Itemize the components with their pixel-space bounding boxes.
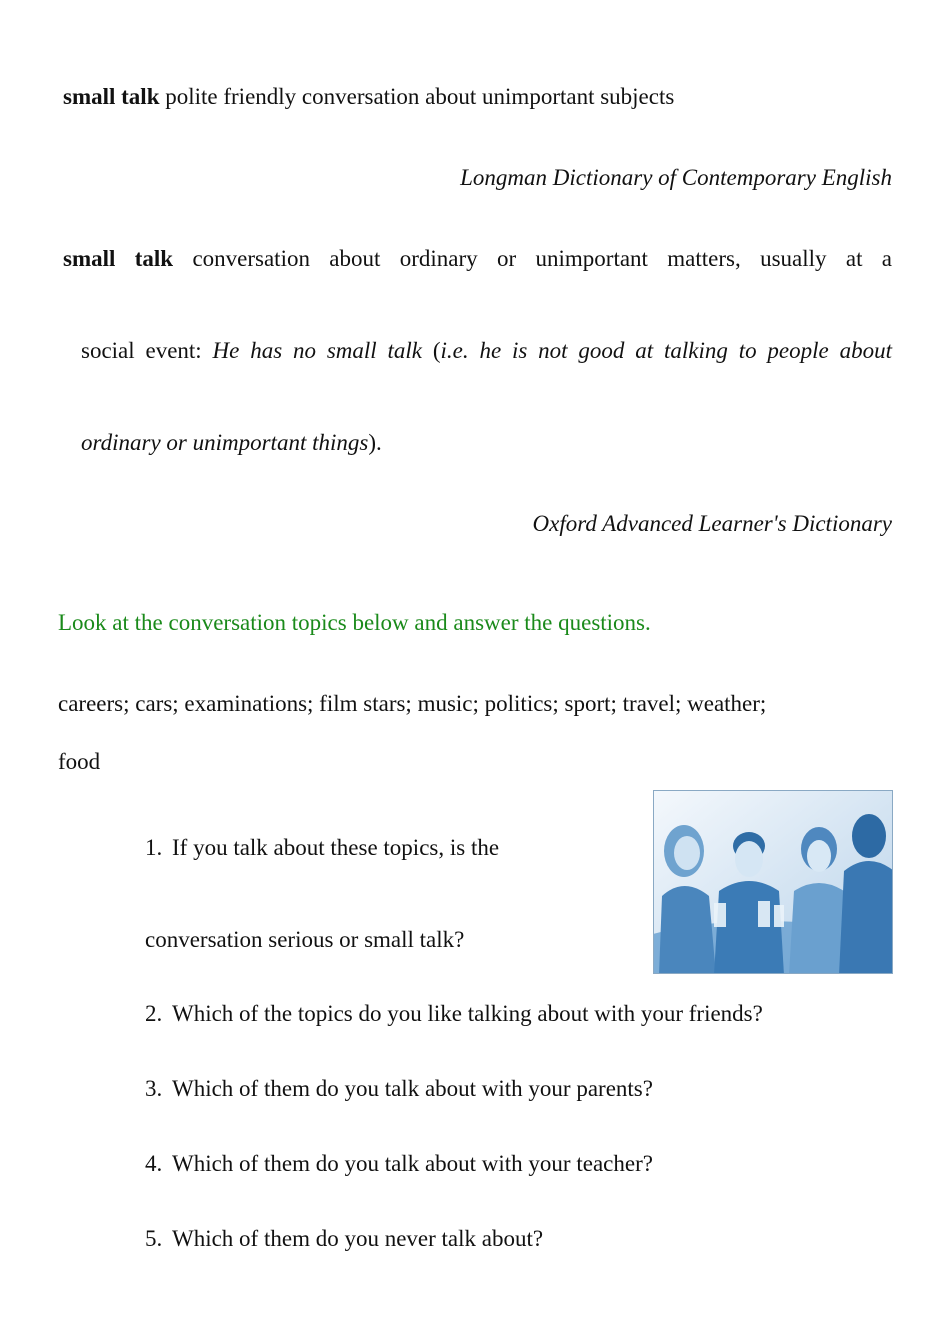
definition-longman (63, 84, 674, 110)
question-text: Which of them do you talk about with your teacher? (172, 1151, 653, 1176)
question-text: Which of them do you never talk about? (172, 1226, 544, 1251)
question-1-continued: conversation serious or small talk? (145, 927, 465, 952)
question-number: 5. (145, 1226, 163, 1251)
example-sentence: He has no small talk (212, 338, 422, 363)
question-number: 1. (145, 835, 163, 860)
example-note-cont: ordinary or unimportant things (81, 430, 369, 455)
question-number: 4. (145, 1151, 163, 1176)
question-1 (145, 835, 499, 861)
source-oxford: Oxford Advanced Learner's Dictionary (532, 511, 892, 536)
question-number: 3. (145, 1076, 163, 1101)
definition-text: conversation about ordinary or unimportant matters, usually at a (192, 246, 893, 271)
topics-line-1: careers; cars; examinations; film stars; music; politics; sport; travel; weather; (58, 691, 767, 716)
topics-line-2: food (58, 749, 101, 774)
definition-oxford-line-1 (63, 246, 892, 272)
question-5 (145, 1226, 543, 1252)
question-text: Which of them do you talk about with your parents? (172, 1076, 653, 1101)
question-4 (145, 1151, 653, 1177)
instruction-text: Look at the conversation topics below and answer the questions. (58, 610, 651, 635)
definition-oxford-line-2: social event: He has no small talk (i.e. he is not good at talking to people about (81, 338, 892, 363)
source-longman: Longman Dictionary of Contemporary English (460, 165, 892, 190)
headword: small talk (63, 246, 174, 271)
headword: small talk (63, 84, 160, 109)
question-text: Which of the topics do you like talking about with your friends? (172, 1001, 763, 1026)
example-note: i.e. he is not good at talking to people about (440, 338, 892, 363)
question-2 (145, 1001, 763, 1027)
definition-text: polite friendly conversation about unimportant subjects (159, 84, 675, 109)
question-3 (145, 1076, 653, 1102)
question-number: 2. (145, 1001, 163, 1026)
question-text: If you talk about these topics, is the (172, 835, 500, 860)
definition-oxford-line-3: ordinary or unimportant things). (81, 430, 382, 455)
people-chatting-photo (653, 790, 893, 974)
